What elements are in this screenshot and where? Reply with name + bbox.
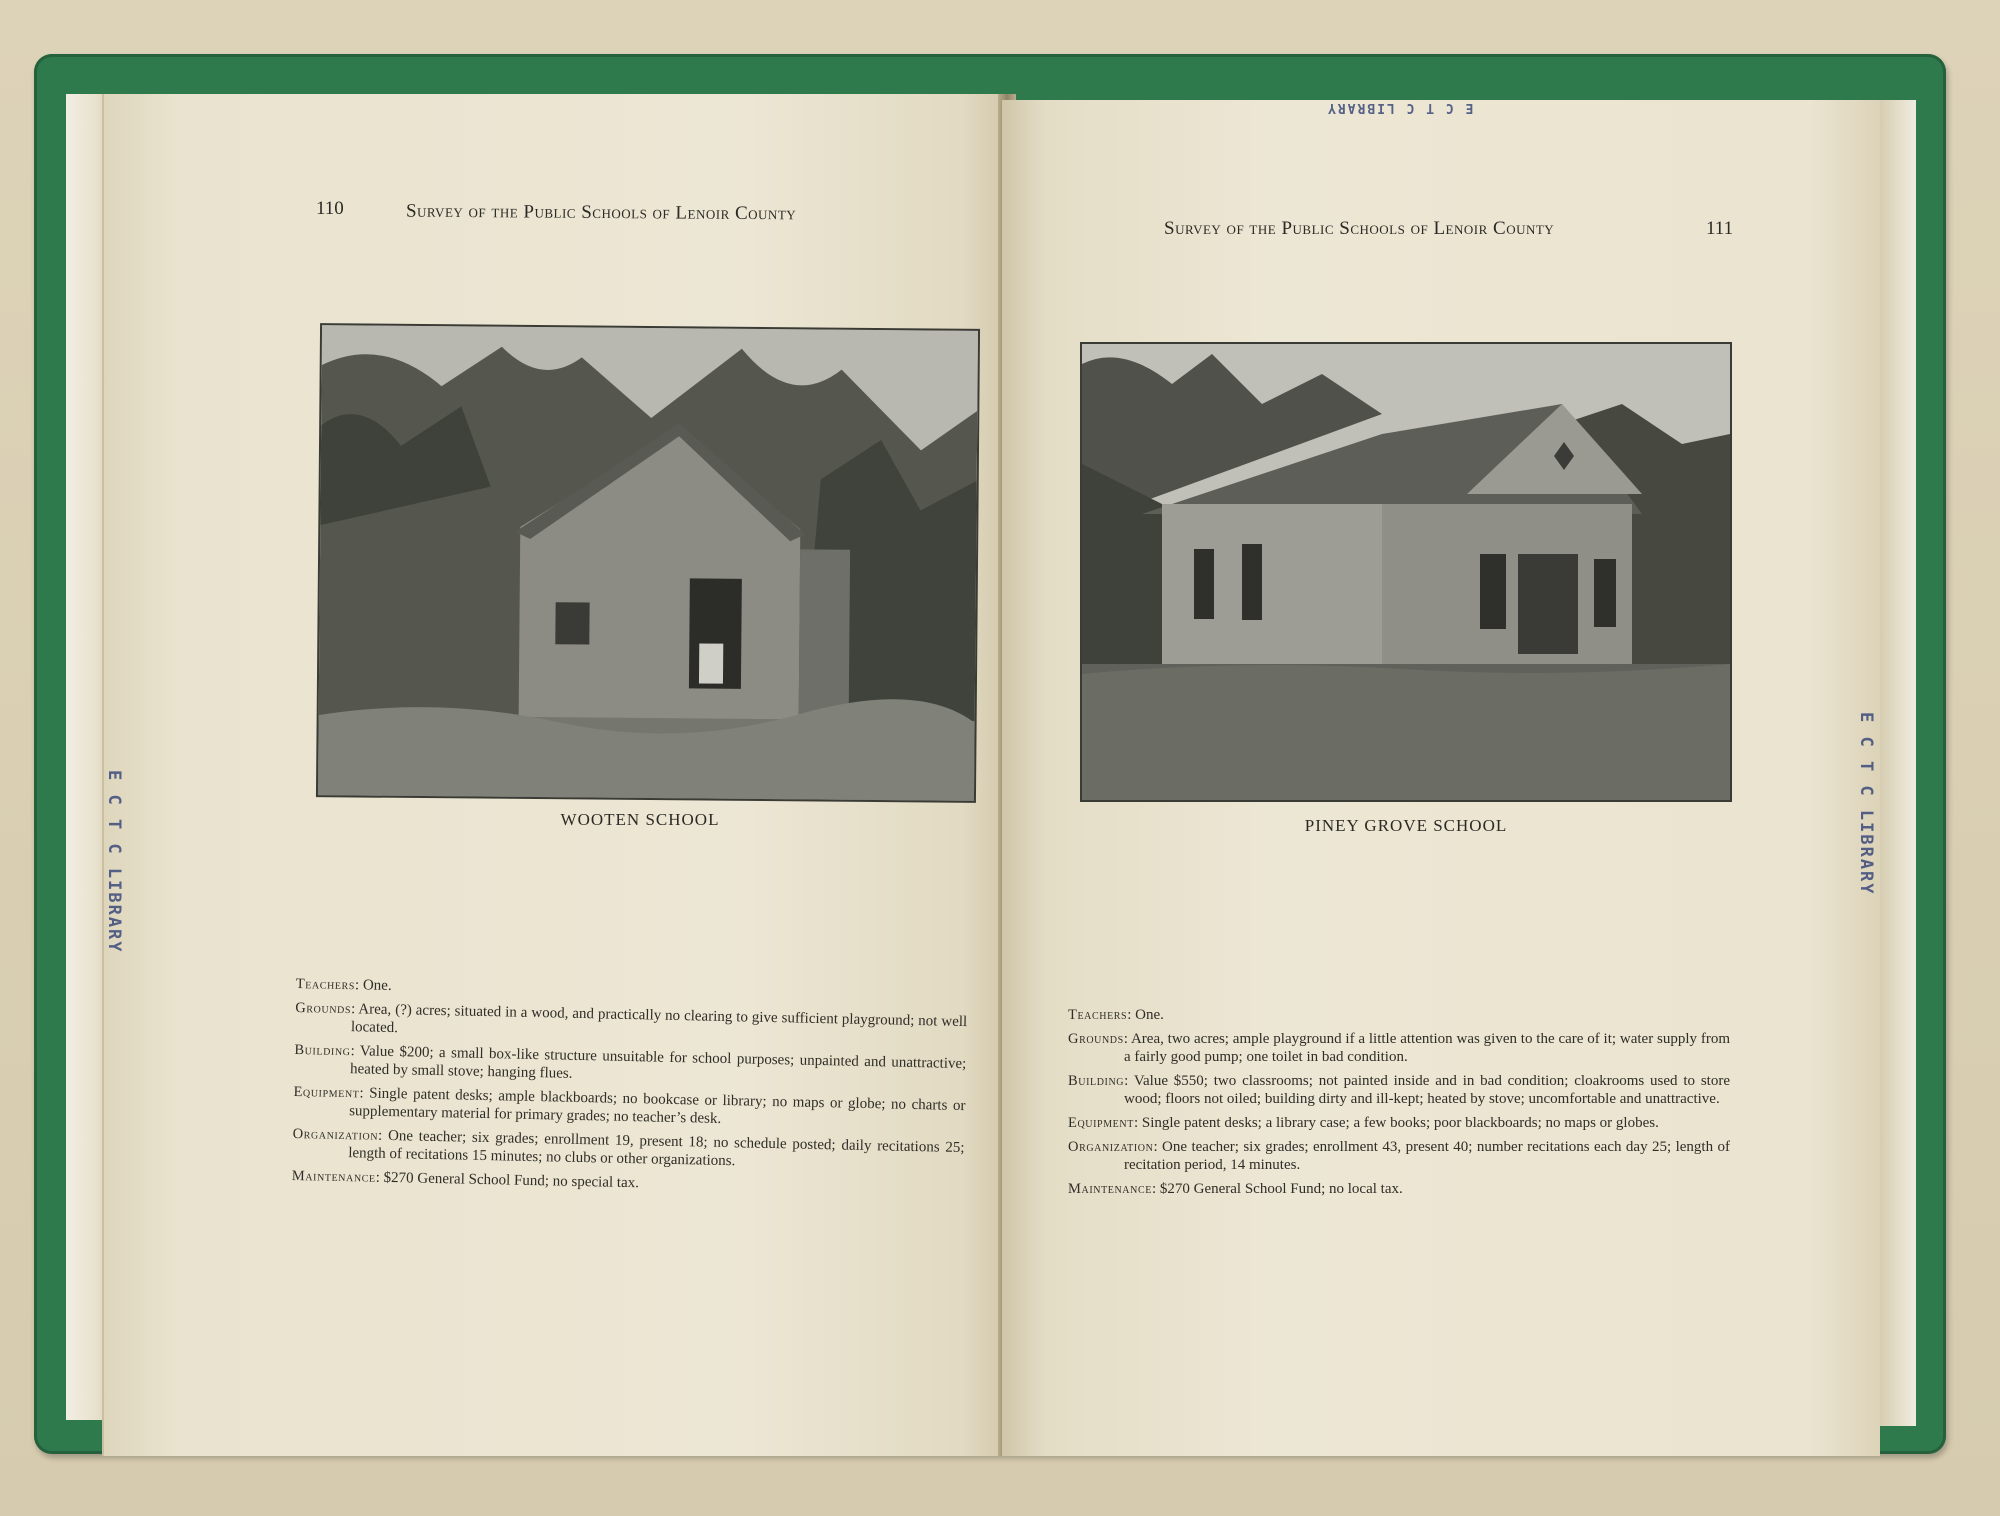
left-text-equipment: Single patent desks; ample blackboards; no bookcase or library; no maps or globe; no charts or supplementary material for primary grades; no teacher’s desk. bbox=[348, 1085, 966, 1127]
left-label-building: Building bbox=[294, 1041, 351, 1060]
left-label-organization: Organization bbox=[292, 1125, 379, 1144]
right-page-number: 111 bbox=[1706, 218, 1734, 239]
right-label-organization: Organization bbox=[1068, 1139, 1154, 1155]
right-running-head: Survey of the Public Schools of Lenoir County bbox=[1164, 218, 1555, 239]
right-entry-maintenance: Maintenance: $270 General School Fund; no local tax. bbox=[1068, 1181, 1403, 1197]
left-text-grounds: Area, (?) acres; situated in a wood, and practically no clearing to give sufficient playground; not well located. bbox=[350, 1001, 968, 1037]
right-label-equipment: Equipment bbox=[1068, 1115, 1134, 1131]
left-entry-equipment: Equipment: Single patent desks; ample blackboards; no bookcase or library; no maps or globe; no charts or supplementary material for primary grades; no teacher’s desk. bbox=[293, 1083, 966, 1127]
right-label-grounds: Grounds bbox=[1068, 1031, 1124, 1047]
right-label-maintenance: Maintenance bbox=[1068, 1181, 1152, 1197]
left-label-teachers: Teachers bbox=[295, 975, 356, 994]
left-running-head: Survey of the Public Schools of Lenoir County bbox=[405, 200, 797, 225]
left-school-entries bbox=[291, 975, 967, 1205]
right-label-building: Building bbox=[1068, 1073, 1125, 1089]
right-top-stamp: E C T C LIBRARY bbox=[1326, 100, 1474, 115]
left-text-teachers: One. bbox=[362, 977, 392, 995]
left-library-stamp: E C T C LIBRARY bbox=[104, 770, 124, 954]
left-page-number: 110 bbox=[316, 198, 344, 219]
piney-grove-school-caption: PINEY GROVE SCHOOL bbox=[1304, 816, 1508, 835]
left-entry-organization: Organization: One teacher; six grades; enrollment 19, present 18; no schedule posted; daily recitations 25; length of recitations 15 minutes; no clubs or other organizations. bbox=[292, 1125, 965, 1170]
left-entry-teachers: Teachers: One. bbox=[295, 975, 392, 995]
left-label-maintenance: Maintenance bbox=[291, 1167, 376, 1186]
wooten-school-image bbox=[318, 325, 978, 801]
wooten-school-photo bbox=[316, 323, 980, 803]
left-text-organization: One teacher; six grades; enrollment 19, present 18; no schedule posted; daily recitations 25; length of recitations 15 minutes; no clubs or other organizations. bbox=[348, 1127, 965, 1170]
left-label-equipment: Equipment bbox=[293, 1083, 360, 1102]
page-edges-right bbox=[1880, 100, 1916, 1426]
right-entry-building: Building: Value $550; two classrooms; not painted inside and in bad condition; cloakrooms used to store wood; floors not oiled; building dirty and ill-kept; heated by stove; uncomfortable and unattractive. bbox=[1068, 1073, 1730, 1107]
right-entry-organization: Organization: One teacher; six grades; enrollment 43, present 40; number recitations each day 25; length of recitation period, 14 minutes. bbox=[1068, 1139, 1730, 1173]
left-text-building: Value $200; a small box-like structure unsuitable for school purposes; unpainted and unattractive; heated by small stove; hanging flues. bbox=[349, 1043, 967, 1082]
right-text-organization: One teacher; six grades; enrollment 43, present 40; number recitations each day 25; length of recitation period, 14 minutes. bbox=[1124, 1139, 1730, 1173]
right-library-stamp: E C T C LIBRARY bbox=[1856, 712, 1876, 896]
left-entry-grounds: Grounds: Area, (?) acres; situated in a wood, and practically no clearing to give sufficient playground; not well located. bbox=[295, 999, 968, 1037]
left-entry-building: Building: Value $200; a small box-like structure unsuitable for school purposes; unpainted and unattractive; heated by small stove; hanging flues. bbox=[294, 1041, 967, 1082]
right-text-maintenance: $270 General School Fund; no local tax. bbox=[1159, 1181, 1403, 1197]
right-text-building: Value $550; two classrooms; not painted inside and in bad condition; cloakrooms used to store wood; floors not oiled; building dirty and ill-kept; heated by stove; uncomfortable and unattractive. bbox=[1124, 1073, 1730, 1107]
left-entry-maintenance: Maintenance: $270 General School Fund; no special tax. bbox=[291, 1167, 640, 1192]
piney-grove-school-photo bbox=[1080, 342, 1732, 802]
right-text-grounds: Area, two acres; ample playground if a little attention was given to the care of it; water supply from a fairly good pump; one toilet in bad condition. bbox=[1124, 1031, 1730, 1065]
left-text-maintenance: $270 General School Fund; no special tax. bbox=[383, 1169, 640, 1192]
left-label-grounds: Grounds bbox=[295, 999, 352, 1018]
right-text-teachers: One. bbox=[1135, 1007, 1164, 1023]
right-entry-teachers: Teachers: One. bbox=[1068, 1007, 1164, 1023]
right-entry-grounds: Grounds: Area, two acres; ample playground if a little attention was given to the care of it; water supply from a fairly good pump; one toilet in bad condition. bbox=[1068, 1031, 1730, 1065]
right-entry-equipment: Equipment: Single patent desks; a library case; a few books; poor blackboards; no maps or globes. bbox=[1068, 1115, 1659, 1131]
right-text-equipment: Single patent desks; a library case; a few books; poor blackboards; no maps or globes. bbox=[1141, 1115, 1659, 1131]
piney-grove-school-image bbox=[1082, 344, 1730, 800]
wooten-school-caption: WOOTEN SCHOOL bbox=[560, 810, 720, 829]
right-school-entries bbox=[1068, 1006, 1730, 1204]
right-label-teachers: Teachers bbox=[1068, 1007, 1128, 1023]
